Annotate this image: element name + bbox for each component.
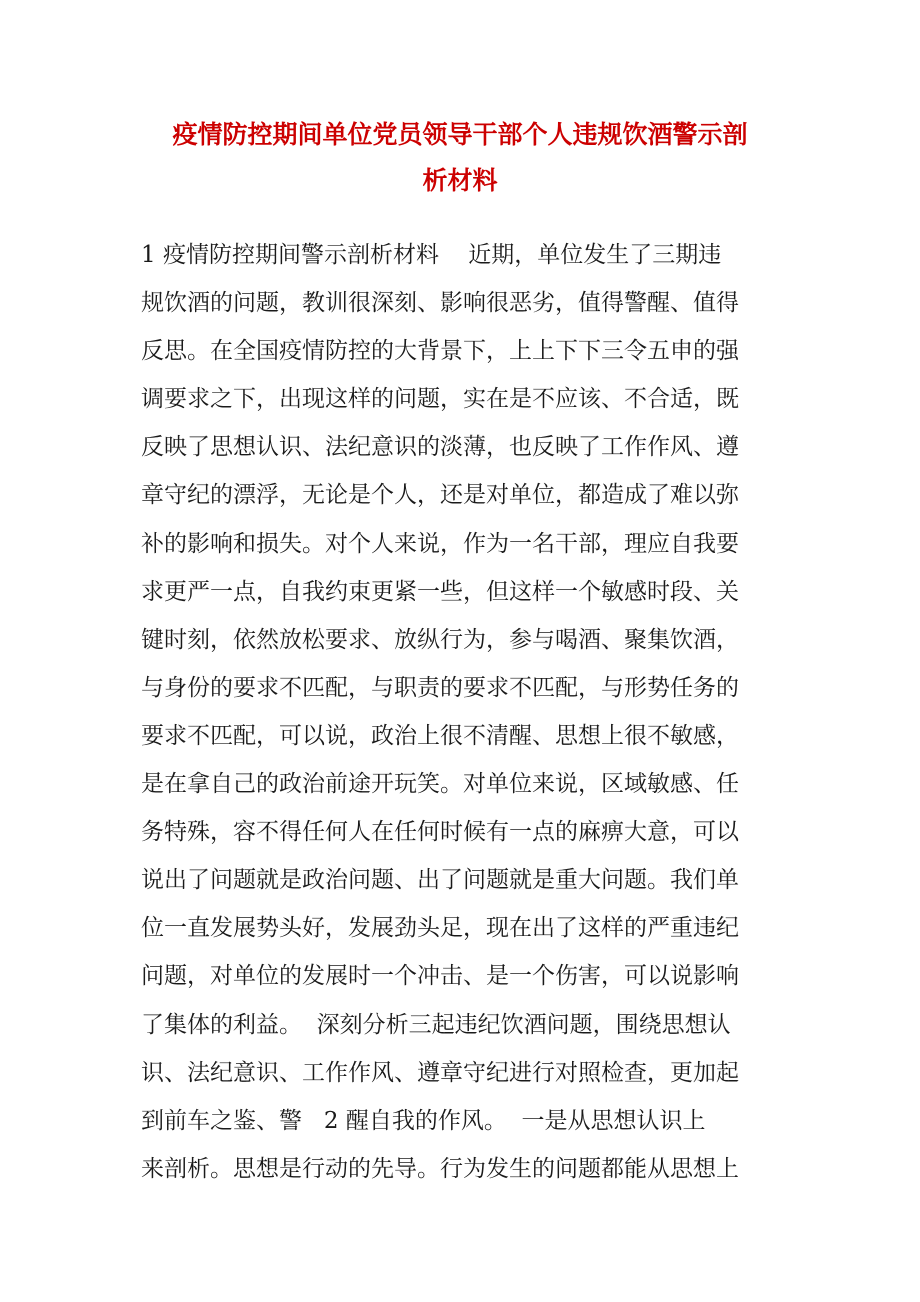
body-line: 调要求之下，出现这样的问题，实在是不应该、不合适，既: [141, 386, 739, 413]
body-line: 要求不匹配，可以说，政治上很不清醒、思想上很不敏感，: [141, 722, 739, 749]
body-line: 章守纪的漂浮，无论是个人，还是对单位，都造成了难以弥: [141, 482, 739, 509]
body-line: 问题，对单位的发展时一个冲击、是一个伤害，可以说影响: [141, 963, 739, 990]
body-line: 识、法纪意识、工作作风、遵章守纪进行对照检查，更加起: [141, 1059, 739, 1086]
body-line: 与身份的要求不匹配，与职责的要求不匹配，与形势任务的: [141, 674, 739, 701]
body-line: 反映了思想认识、法纪意识的淡薄，也反映了工作作风、遵: [141, 434, 739, 461]
body-line: 1 疫情防控期间警示剖析材料 近期，单位发生了三期违: [141, 242, 722, 268]
body-line: 位一直发展势头好，发展劲头足，现在出了这样的严重违纪: [141, 915, 739, 942]
title-line: 析材料: [422, 166, 498, 195]
body-line: 到前车之鉴、警 2 醒自我的作风。 一是从思想认识上: [141, 1107, 706, 1134]
body-line: 说出了问题就是政治问题、出了问题就是重大问题。我们单: [141, 867, 739, 894]
body-line: 键时刻，依然放松要求、放纵行为，参与喝酒、聚集饮酒，: [141, 626, 739, 653]
body-line: 规饮酒的问题，教训很深刻、影响很恶劣，值得警醒、值得: [141, 290, 739, 317]
body-line: 是在拿自己的政治前途开玩笑。对单位来说，区域敏感、任: [141, 771, 739, 798]
document-body: [141, 231, 791, 1193]
body-line: 补的影响和损失。对个人来说，作为一名干部，理应自我要: [141, 530, 739, 557]
body-line: 反思。在全国疫情防控的大背景下，上上下下三令五申的强: [141, 338, 739, 365]
body-line: 求更严一点，自我约束更紧一些，但这样一个敏感时段、关: [141, 578, 739, 605]
body-line: 了集体的利益。 深刻分析三起违纪饮酒问题，围绕思想认: [141, 1011, 731, 1038]
document-title: [0, 112, 920, 204]
body-line: 来剖析。思想是行动的先导。行为发生的问题都能从思想上: [141, 1155, 739, 1182]
body-line: 务特殊，容不得任何人在任何时候有一点的麻痹大意，可以: [141, 819, 739, 846]
title-line: 疫情防控期间单位党员领导干部个人违规饮酒警示剖: [172, 120, 748, 149]
